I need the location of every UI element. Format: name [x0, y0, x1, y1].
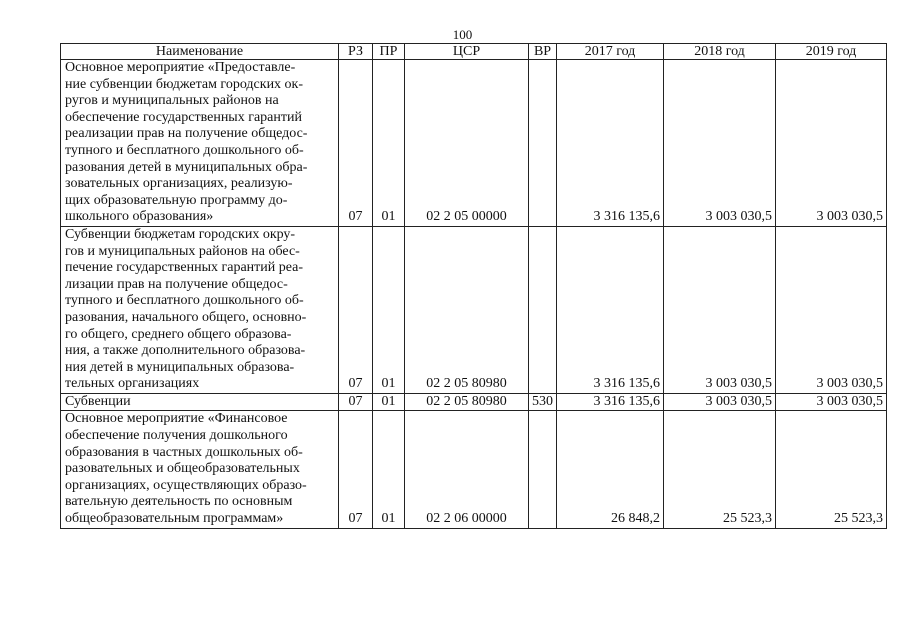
cell-y2019: 3 003 030,5: [776, 393, 887, 411]
cell-name: Основное мероприятие «Предоставле- ние субвенции бюджетам городских ок- ругов и муниципальных районов на обеспечение государственных гарантий реализации прав на получение общедос- тупного и бесплатного дошкольного об- разования детей в муниципальных обра- зовательных организациях, реализую- щих образовательную программу до- школьного образования»: [61, 60, 339, 227]
cell-y2017: 3 316 135,6: [557, 226, 664, 393]
header-name: Наименование: [61, 44, 339, 60]
header-rz: РЗ: [339, 44, 373, 60]
cell-vr: [529, 60, 557, 227]
header-csr: ЦСР: [405, 44, 529, 60]
cell-name: Субвенции: [61, 393, 339, 411]
cell-rz: 07: [339, 226, 373, 393]
cell-rz: 07: [339, 411, 373, 528]
cell-csr: 02 2 06 00000: [405, 411, 529, 528]
cell-pr: 01: [373, 226, 405, 393]
cell-y2017: 26 848,2: [557, 411, 664, 528]
table-row: [61, 411, 887, 528]
cell-y2018: 25 523,3: [664, 411, 776, 528]
cell-y2018: 3 003 030,5: [664, 393, 776, 411]
header-2017: 2017 год: [557, 44, 664, 60]
cell-csr: 02 2 05 80980: [405, 393, 529, 411]
cell-csr: 02 2 05 00000: [405, 60, 529, 227]
header-vr: ВР: [529, 44, 557, 60]
cell-y2017: 3 316 135,6: [557, 393, 664, 411]
cell-name: Основное мероприятие «Финансовое обеспечение получения дошкольного образования в частных дошкольных об- разовательных и общеобразовательных организациях, осуществляющих образо- вательную деятельность по основным общеобразовательным программам»: [61, 411, 339, 528]
cell-rz: 07: [339, 60, 373, 227]
cell-vr: 530: [529, 393, 557, 411]
cell-rz: 07: [339, 393, 373, 411]
cell-vr: [529, 411, 557, 528]
cell-pr: 01: [373, 411, 405, 528]
cell-y2019: 25 523,3: [776, 411, 887, 528]
table-row: [61, 60, 887, 227]
cell-pr: 01: [373, 393, 405, 411]
cell-pr: 01: [373, 60, 405, 227]
page-number: 100: [452, 27, 473, 42]
header-2019: 2019 год: [776, 44, 887, 60]
cell-name: Субвенции бюджетам городских окру- гов и муниципальных районов на обес- печение государственных гарантий реа- лизации прав на получение общедос- тупного и бесплатного дошкольного об- разования, начального общего, основно- го общего, среднего общего образова- ния, а также дополнительного образова- ния детей в муниципальных образова- тельных организациях: [61, 226, 339, 393]
table-row: [61, 393, 887, 411]
cell-y2019: 3 003 030,5: [776, 60, 887, 227]
budget-table: [60, 43, 887, 529]
cell-csr: 02 2 05 80980: [405, 226, 529, 393]
cell-vr: [529, 226, 557, 393]
cell-y2019: 3 003 030,5: [776, 226, 887, 393]
header-2018: 2018 год: [664, 44, 776, 60]
cell-y2017: 3 316 135,6: [557, 60, 664, 227]
header-pr: ПР: [373, 44, 405, 60]
table-header-row: [61, 44, 887, 60]
table-row: [61, 226, 887, 393]
cell-y2018: 3 003 030,5: [664, 60, 776, 227]
cell-y2018: 3 003 030,5: [664, 226, 776, 393]
